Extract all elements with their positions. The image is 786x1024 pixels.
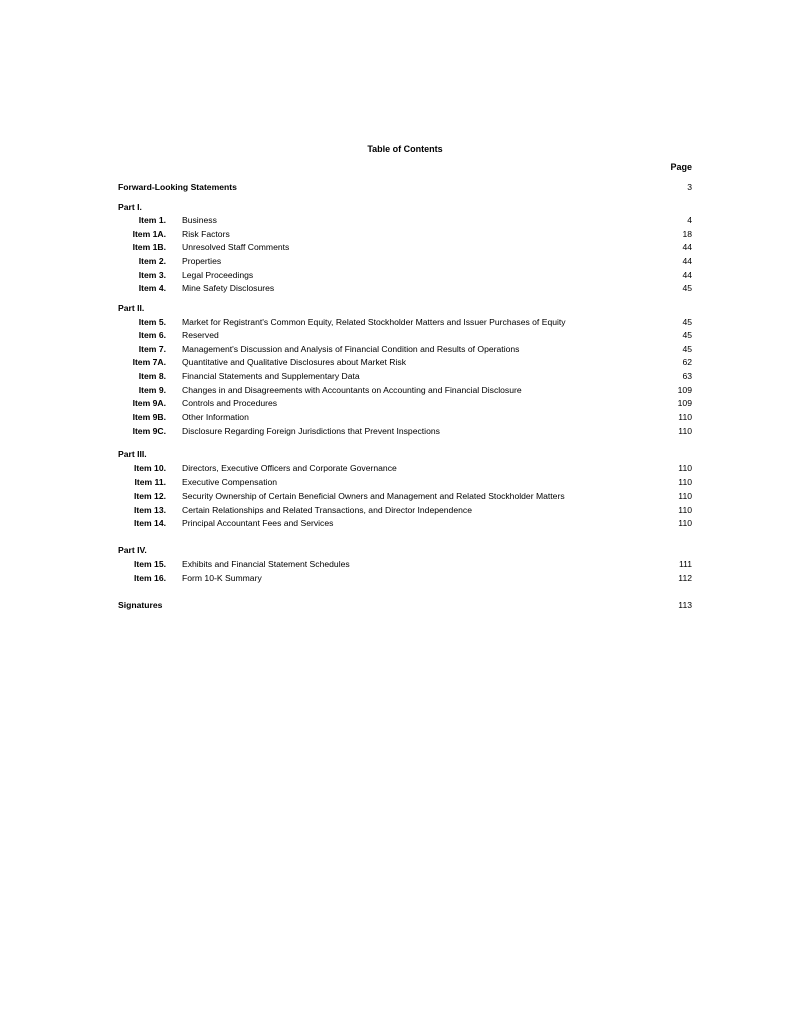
forward-looking-label: Forward-Looking Statements (118, 182, 237, 192)
forward-looking-page: 3 (687, 182, 692, 192)
toc-row[interactable] (118, 228, 692, 240)
item-page: 44 (682, 242, 692, 252)
item-number: Item 13. (133, 505, 166, 515)
item-description: Certain Relationships and Related Transactions, and Director Independence (182, 505, 472, 515)
item-description: Financial Statements and Supplementary Data (182, 371, 360, 381)
item-description: Controls and Procedures (182, 398, 278, 408)
part-2-heading: Part II. (118, 303, 145, 313)
toc-row[interactable] (118, 241, 692, 253)
part-1-heading: Part I. (118, 202, 142, 212)
item-number: Item 14. (133, 518, 166, 528)
toc-row[interactable] (118, 476, 692, 488)
item-description: Exhibits and Financial Statement Schedules (182, 559, 350, 569)
item-description: Directors, Executive Officers and Corporate Governance (182, 463, 397, 473)
toc-row[interactable] (118, 356, 692, 368)
item-number: Item 7. (138, 344, 166, 354)
table-of-contents (118, 0, 692, 1024)
item-number: Item 7A. (132, 357, 166, 367)
item-page: 110 (678, 412, 692, 422)
toc-row[interactable] (118, 329, 692, 341)
item-number: Item 3. (138, 270, 166, 280)
part-3-heading: Part III. (118, 449, 147, 459)
toc-row[interactable] (118, 370, 692, 382)
item-page: 44 (682, 256, 692, 266)
item-page: 110 (678, 477, 692, 487)
item-number: Item 9. (138, 385, 166, 395)
item-description: Management's Discussion and Analysis of Financial Condition and Results of Operations (182, 344, 520, 354)
toc-row[interactable] (118, 214, 692, 226)
item-page: 110 (678, 463, 692, 473)
item-number: Item 10. (133, 463, 166, 473)
item-number: Item 11. (134, 477, 166, 487)
item-page: 45 (682, 344, 692, 354)
signatures-label: Signatures (118, 600, 163, 610)
item-description: Legal Proceedings (182, 270, 254, 280)
item-page: 63 (682, 371, 692, 381)
item-number: Item 2. (138, 256, 166, 266)
item-number: Item 1. (138, 215, 166, 225)
item-page: 45 (682, 330, 692, 340)
toc-row[interactable] (118, 384, 692, 396)
toc-row-signatures[interactable] (118, 599, 692, 611)
toc-row-forward-looking[interactable] (118, 181, 692, 193)
item-description: Form 10-K Summary (182, 573, 262, 583)
item-number: Item 9C. (132, 426, 166, 436)
item-number: Item 6. (138, 330, 166, 340)
item-description: Security Ownership of Certain Beneficial Owners and Management and Related Stockholder Matters (182, 491, 565, 501)
toc-row[interactable] (118, 517, 692, 529)
item-description: Quantitative and Qualitative Disclosures about Market Risk (182, 357, 407, 367)
item-description: Reserved (182, 330, 219, 340)
item-number: Item 1A. (132, 229, 166, 239)
item-page: 18 (682, 229, 692, 239)
item-page: 44 (682, 270, 692, 280)
item-number: Item 4. (138, 283, 166, 293)
item-description: Mine Safety Disclosures (182, 283, 275, 293)
item-number: Item 9B. (132, 412, 166, 422)
toc-row[interactable] (118, 255, 692, 267)
item-page: 109 (677, 398, 692, 408)
item-description: Changes in and Disagreements with Accountants on Accounting and Financial Disclosure (182, 385, 522, 395)
item-page: 110 (678, 505, 692, 515)
item-number: Item 9A. (132, 398, 166, 408)
item-description: Business (182, 215, 217, 225)
toc-row[interactable] (118, 490, 692, 502)
signatures-page: 113 (678, 600, 692, 610)
item-description: Unresolved Staff Comments (182, 242, 290, 252)
item-number: Item 5. (138, 317, 166, 327)
item-page: 62 (682, 357, 692, 367)
item-description: Properties (182, 256, 222, 266)
item-page: 109 (677, 385, 692, 395)
item-number: Item 12. (133, 491, 166, 501)
item-number: Item 8. (138, 371, 166, 381)
item-description: Disclosure Regarding Foreign Jurisdictions that Prevent Inspections (182, 426, 440, 436)
toc-row[interactable] (118, 269, 692, 281)
page-column-header: Page (670, 162, 692, 172)
item-number: Item 16. (133, 573, 166, 583)
item-description: Risk Factors (182, 229, 230, 239)
item-description: Executive Compensation (182, 477, 278, 487)
item-description: Principal Accountant Fees and Services (182, 518, 334, 528)
toc-row[interactable] (118, 504, 692, 516)
toc-row[interactable] (118, 282, 692, 294)
item-number: Item 1B. (132, 242, 166, 252)
toc-row[interactable] (118, 316, 692, 328)
toc-row[interactable] (118, 411, 692, 423)
item-page: 45 (682, 317, 692, 327)
toc-row[interactable] (118, 397, 692, 409)
toc-row[interactable] (118, 572, 692, 584)
item-page: 45 (682, 283, 692, 293)
part-4-heading: Part IV. (118, 545, 147, 555)
toc-title: Table of Contents (367, 144, 443, 154)
item-page: 110 (678, 426, 692, 436)
item-page: 110 (678, 518, 692, 528)
item-page: 4 (687, 215, 692, 225)
item-page: 112 (678, 573, 692, 583)
item-page: 110 (678, 491, 692, 501)
toc-row[interactable] (118, 558, 692, 570)
item-page: 111 (678, 559, 692, 569)
item-number: Item 15. (133, 559, 166, 569)
toc-row[interactable] (118, 462, 692, 474)
toc-row[interactable] (118, 425, 692, 437)
item-description: Other Information (182, 412, 249, 422)
toc-row[interactable] (118, 343, 692, 355)
item-description: Market for Registrant's Common Equity, Related Stockholder Matters and Issuer Purchases of Equity (182, 317, 566, 327)
